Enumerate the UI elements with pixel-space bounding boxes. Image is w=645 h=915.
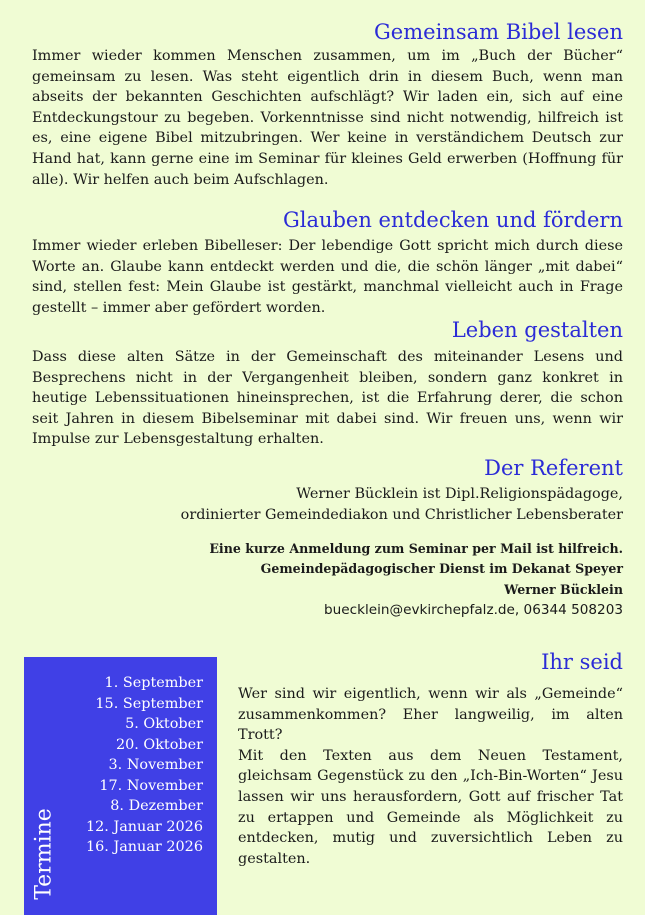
referent-line-2: ordinierter Gemeindediakon und Christlicher Lebensberater: [180, 506, 623, 523]
heading-referent: Der Referent: [484, 456, 623, 480]
date-item: 8. Dezember: [110, 798, 203, 814]
contact-block: [209, 539, 623, 620]
termine-title: Termine: [31, 808, 57, 900]
referent-block: [181, 484, 623, 525]
ihr-seid-paragraph-2: Mit den Texten aus dem Neuen Testament, gleichsam Gegenstück zu den „Ich-Bin-Worten“ Jesu lassen wir uns herausfordern, Gott auf frischer Tat zu ertappen und Gemeinde als Möglichkeit zu entdecken, mutig und zuversichtlich Leben zu gestalten.: [238, 747, 623, 867]
termine-dates: [86, 673, 203, 858]
referent-line-1: Werner Bücklein ist Dipl.Religionspädagoge,: [296, 486, 623, 502]
contact-name: Werner Bücklein: [504, 581, 623, 597]
heading-glauben: Glauben entdecken und fördern: [282, 208, 623, 232]
contact-note: Eine kurze Anmeldung zum Seminar per Mail ist hilfreich.: [209, 541, 623, 556]
date-item: 15. September: [95, 695, 203, 712]
ihr-seid-paragraph-1: Wer sind wir eigentlich, wenn wir als „Gemeinde“ zusammenkommen? Eher langweilig, im alten Trott?: [238, 686, 623, 744]
date-item: 5. Oktober: [125, 716, 203, 732]
text-leben-gestalten: Dass diese alten Sätze in der Gemeinschaft des miteinander Lesens und Besprechens nicht in der Vergangenheit bleiben, sondern ganz konkret in heutige Lebenssituationen hineinsprechen, ist die Erfahrung derer, die schon seit Jahren in diesem Bibelseminar mit dabei sind. Wir freuen uns, wenn wir Impulse zur Lebensgestaltung erhalten.: [32, 349, 623, 448]
heading-bibel-lesen: Gemeinsam Bibel lesen: [374, 20, 623, 44]
contact-org: Gemeindepädagogischer Dienst im Dekanat Speyer: [260, 561, 623, 577]
date-item: 20. Oktober: [115, 736, 203, 753]
heading-ihr-seid: Ihr seid: [541, 650, 623, 674]
text-bibel-lesen: Immer wieder kommen Menschen zusammen, um im „Buch der Bücher“ gemeinsam zu lesen. Was steht eigentlich drin in diesem Buch, wenn man abseits der bekannten Geschichten aufschlägt? Wir laden ein, sich auf eine Entdeckungstour zu begeben. Vorkenntnisse sind nicht notwendig, hilfreich ist es, eine eigene Bibel mitzubringen. Wer keine in verständichem Deutsch zur Hand hat, kann gerne eine im Seminar für kleines Geld erwerben (Hoffnung für alle). Wir helfen auch beim Aufschlagen.: [32, 48, 623, 188]
heading-leben-gestalten: Leben gestalten: [451, 318, 623, 342]
date-item: 1. September: [104, 675, 203, 691]
date-item: 17. November: [99, 777, 203, 794]
text-glauben: Immer wieder erleben Bibelleser: Der lebendige Gott spricht mich durch diese Worte an. Glaube kann entdeckt werden und die, die schön länger „mit dabei“ sind, stellen fest: Mein Glaube ist gestärkt, manchmal vielleicht auch in Frage gestellt – immer aber gefördert worden.: [32, 238, 623, 316]
date-item: 3. November: [108, 757, 203, 773]
date-item: 16. Januar 2026: [85, 839, 203, 855]
date-item: 12. Januar 2026: [85, 818, 203, 835]
text-ihr-seid: [238, 684, 623, 869]
contact-email-phone[interactable]: buecklein@evkirchepfalz.de, 06344 508203: [324, 601, 623, 618]
